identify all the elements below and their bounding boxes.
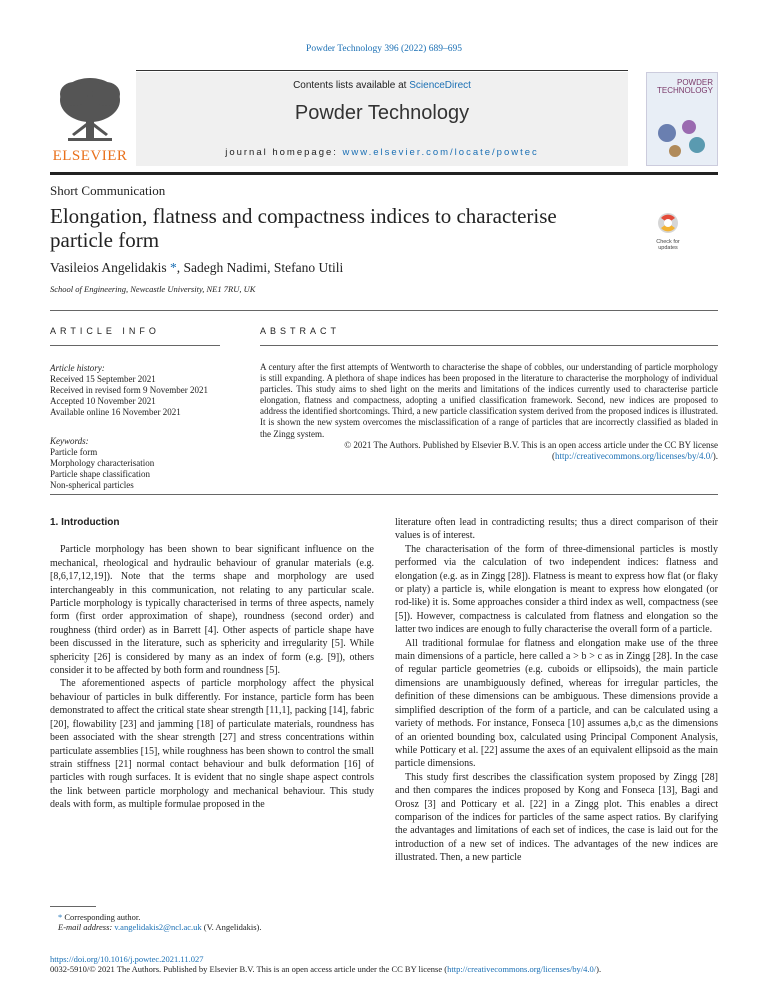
crossmark-icon <box>650 212 686 234</box>
tree-icon <box>50 72 130 150</box>
affiliation: School of Engineering, Newcastle University, NE1 7RU, UK <box>50 284 256 294</box>
author-name[interactable]: Vasileios Angelidakis <box>50 260 167 275</box>
journal-cover-thumbnail[interactable]: POWDER TECHNOLOGY <box>646 72 718 166</box>
homepage-link[interactable]: www.elsevier.com/locate/powtec <box>342 147 539 158</box>
article-history: Article history: Received 15 September 2021 Received in revised form 9 November 2021 Accepted 10 November 2021 Available online 16 November 2021 Keywords: Particle form Morphology characterisation Particle shape classification Non-spherical particles <box>50 363 220 491</box>
cover-art-icon <box>647 103 717 163</box>
masthead <box>50 72 718 166</box>
keyword: Non-spherical particles <box>50 480 134 490</box>
page-footer: https://doi.org/10.1016/j.powtec.2021.11.027 0032-5910/© 2021 The Authors. Published by Elsevier B.V. This is an open access article under the CC BY license (http://creativecommons.org/licenses/by/4.0/). <box>50 954 718 974</box>
check-for-updates-badge[interactable]: Check for updates <box>650 212 686 248</box>
article-type: Short Communication <box>50 183 166 198</box>
keyword-list <box>50 447 220 491</box>
body-top-rule <box>50 494 718 495</box>
abstract-heading: ABSTRACT <box>260 326 341 336</box>
left-column <box>50 516 374 812</box>
paragraph: All traditional formulae for flatness and elongation make use of the three main dimensions of a particle, here called a > b > c as in Zingg [28]. In the case of regular particle geometries (e.g. cuboids or ellipsoids), the main particle dimensions are unambiguously defined, whereas for irregular particles, the definition of these dimensions can be ambiguous. These dimensions provide a simplified description of the form of a particle, and can be calculated using a variety of methods. For instance, Fonseca [10] assumes a,b,c as the dimensions of an oriented bounding box, calculated using Principal Component Analysis, while Potticary et al. [22] assume the axes of an equivalent ellipsoid as the main particle dimensions. <box>395 637 718 770</box>
header-rule <box>136 70 628 71</box>
footnote: * Corresponding author. E-mail address: v.angelidakis2@ncl.ac.uk (V. Angelidakis). <box>58 912 262 932</box>
keyword: Particle form <box>50 447 98 457</box>
paragraph: literature often lead in contradicting results; thus a direct comparison of their values is of interest. <box>395 517 718 542</box>
masthead-banner <box>136 72 628 166</box>
masthead-rule <box>50 172 718 175</box>
journal-reference[interactable]: Powder Technology 396 (2022) 689–695 <box>306 44 462 54</box>
article-info-heading: ARTICLE INFO <box>50 326 160 336</box>
contents-line: Contents lists available at ScienceDirect <box>293 80 471 91</box>
paragraph: This study first describes the classification system proposed by Zingg [28] and then compares the indices proposed by Kong and Fonseca [13], Bagi and Orosz [3] and Potticary et al. [22] in a Zingg plot. This enables a direct comparison of the indices for particles of the same aspect ratios. By clarifying the advantages and limitations of each set of indices, the case is laid out for the introduction of a new set of indices. The advantages of the new indices are illustrated. Then, a new particle <box>395 771 718 864</box>
abstract-copyright: © 2021 The Authors. Published by Elsevier B.V. This is an open access article under the CC BY license (http://creativecommons.org/licenses/by/4.0/). <box>344 439 718 461</box>
email-link[interactable]: v.angelidakis2@ncl.ac.uk <box>114 922 202 932</box>
abstract-rule <box>260 345 718 346</box>
section-heading: 1. Introduction <box>50 517 120 528</box>
article-title: Elongation, flatness and compactness indices to characterise particle form <box>50 204 557 252</box>
sciencedirect-link[interactable]: ScienceDirect <box>409 80 471 91</box>
author-list: Vasileios Angelidakis *, Sadegh Nadimi, Stefano Utili <box>50 260 344 275</box>
abstract-body: A century after the first attempts of Wentworth to characterise the shape of cobbles, our understanding of particle morphology is still expanding. A plethora of shape indices has been proposed in the literature to characterise the morphology of individual particles. This study aims to shed light on the merits and limitations of the indices currently used to characterise particle elongation, flatness and compactness, adopting a unified classification framework. Second, new indices are proposed to address the identified shortcomings. Third, a new particle classification system derived from the proposed indices is illustrated. It is shown the new system overcomes the misclassification of a range of particles that are incorrectly classified as bladed in the Zingg system. © 2021 The Authors. Published by Elsevier B.V. This is an open access article under the CC BY license (http://creativecommons.org/licenses/by/4.0/). <box>260 362 718 461</box>
paragraph: The aforementioned aspects of particle morphology affect the physical behaviour of particles in bulk differently. For instance, particle form has been demonstrated to affect the critical state shear strength [11,1], packing [14], fabric [20], flowability [23] and jamming [18] of particulate materials, roundness has been associated with the shear strength [27] and stress concentrations within particulate assemblies [15], while roughness has been shown to control the small strain stiffness [21] normal contact behaviour and bulk deformation [16] of particles with rough surfaces. It is evident that no single shape aspect controls the link between particle morphology and mechanical behaviour. This study deals with form, as multiple formulae proposed in the <box>50 678 374 811</box>
journal-homepage: journal homepage: www.elsevier.com/locate/powtec <box>225 147 539 158</box>
info-side-rule <box>50 345 220 346</box>
corresponding-author-mark[interactable]: * <box>166 260 177 275</box>
footnote-rule <box>50 906 96 907</box>
paragraph: The characterisation of the form of three-dimensional particles is mostly performed via the calculation of two independent indices: flatness and elongation (e.g. as in Zingg [28]). Flatness is meant to express how flat (or flaky or platy) a particle is, while elongation is meant to express how elongated (or rod-like) it is. Some approaches consider a third index as well, compactness (see [5]). However, compactness is calculated from flatness and elongation so the latter two indices are enough to fully characterise the overall form of a particle. <box>395 543 718 636</box>
keyword: Morphology characterisation <box>50 458 155 468</box>
doi-link[interactable]: https://doi.org/10.1016/j.powtec.2021.11.027 <box>50 954 204 964</box>
info-top-rule <box>50 310 718 311</box>
journal-name: Powder Technology <box>294 102 470 124</box>
keyword: Particle shape classification <box>50 469 150 479</box>
right-column <box>395 516 718 865</box>
elsevier-logo[interactable] <box>50 72 130 164</box>
footer-license-link[interactable]: http://creativecommons.org/licenses/by/4.0/ <box>447 964 597 974</box>
cc-license-link[interactable]: http://creativecommons.org/licenses/by/4.0/ <box>554 450 713 461</box>
paragraph: Particle morphology has been shown to bear significant influence on the mechanical, rheological and hydraulic behaviour of granular materials (e.g. [8,6,17,12,19]). Note that the terms shape and morphology are used interchangeably in this communication, not relating to any particular scale. Particle morphology is typically characterised in terms of three aspects, namely form (first order approximation of shape), roundness (second order) and roughness (third order) as in Barrett [4]. Other aspects of particle shape have been discussed in the literature, such as sphericity and irregularity [5]. While sphericity [26] is considered by many as an index of form (e.g. [9]), others consider it to be affected by both form and roundness [5]. <box>50 544 374 677</box>
publisher-wordmark: ELSEVIER <box>52 148 128 164</box>
